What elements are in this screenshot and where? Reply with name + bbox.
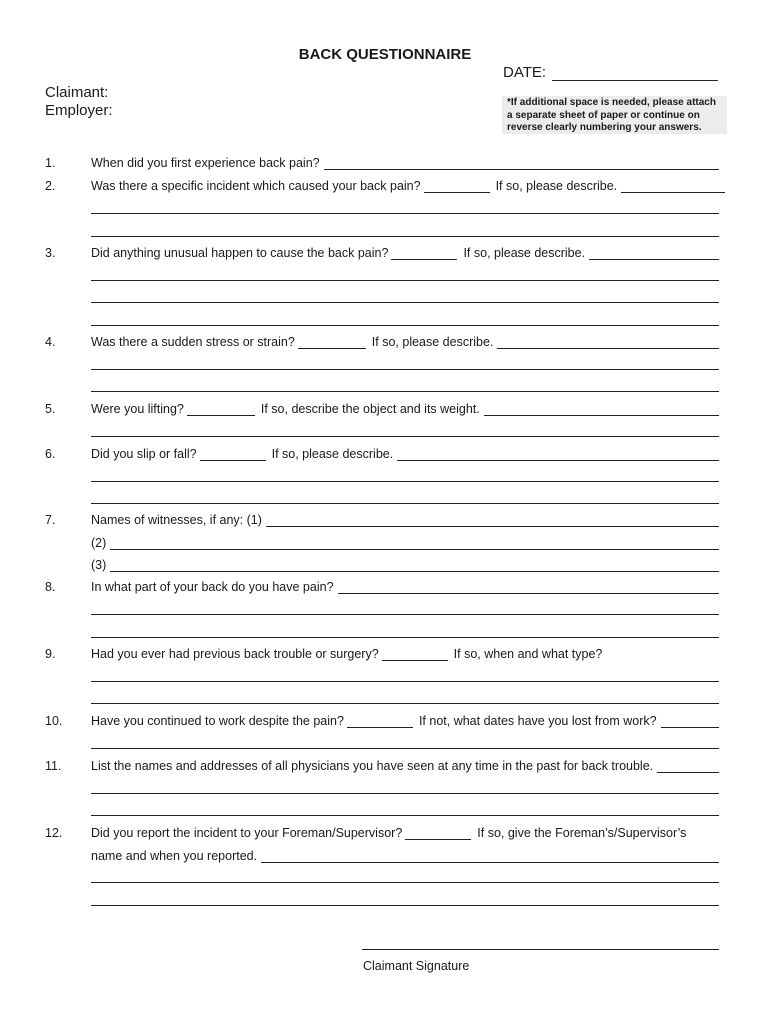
question-6-short-answer[interactable] [200, 448, 266, 461]
question-6-number: 6. [45, 447, 56, 461]
question-11-row [91, 757, 719, 773]
witness-2-label: (2) [91, 536, 107, 550]
question-3-number: 3. [45, 246, 56, 260]
question-2-followup: If so, please describe. [495, 179, 618, 193]
question-7-row-3 [91, 556, 719, 572]
claimant-label: Claimant: [45, 84, 109, 101]
question-3-answer-line[interactable] [91, 325, 719, 326]
question-7-row [91, 511, 719, 527]
question-4-number: 4. [45, 335, 56, 349]
question-1-row [91, 154, 719, 170]
question-2-number: 2. [45, 179, 56, 193]
question-9-answer-line[interactable] [91, 703, 719, 704]
question-7-text: Names of witnesses, if any: (1) [91, 513, 262, 527]
question-4-short-answer[interactable] [298, 336, 366, 349]
question-12-followup: If so, give the Foreman’s/Supervisor’s [477, 826, 687, 840]
question-5-row [91, 400, 719, 416]
question-1-text: When did you first experience back pain? [91, 156, 320, 170]
question-12-text: Did you report the incident to your Foreman/Supervisor? [91, 826, 403, 840]
question-11-answer-line[interactable] [657, 760, 719, 773]
question-4-followup: If so, please describe. [371, 335, 494, 349]
question-5-short-answer[interactable] [187, 403, 255, 416]
note-line: *If additional space is needed, please attach [507, 97, 716, 108]
question-2-answer-line[interactable] [91, 236, 719, 237]
question-8-text: In what part of your back do you have pain? [91, 580, 334, 594]
question-9-answer-line[interactable] [91, 681, 719, 682]
question-6-answer-line[interactable] [91, 503, 719, 504]
witness-1-line[interactable] [266, 514, 719, 527]
question-6-row [91, 445, 719, 461]
question-1-answer-line[interactable] [324, 157, 719, 170]
question-8-answer-line[interactable] [91, 637, 719, 638]
question-6-describe-line[interactable] [397, 448, 719, 461]
question-5-text: Were you lifting? [91, 402, 184, 416]
additional-space-note [502, 96, 727, 134]
question-5-describe-line[interactable] [484, 403, 719, 416]
question-10-row [91, 712, 719, 728]
question-3-describe-line[interactable] [589, 247, 719, 260]
question-8-row [91, 578, 719, 594]
question-9-text: Had you ever had previous back trouble or surgery? [91, 647, 379, 661]
question-3-answer-line[interactable] [91, 280, 719, 281]
question-9-row [91, 645, 719, 661]
witness-3-label: (3) [91, 558, 107, 572]
question-2-text: Was there a specific incident which caused your back pain? [91, 179, 421, 193]
question-2-describe-line[interactable] [621, 180, 725, 193]
question-11-text: List the names and addresses of all physicians you have seen at any time in the past for back trouble. [91, 759, 654, 773]
question-2-answer-line[interactable] [91, 213, 719, 214]
question-12-row-2 [91, 847, 719, 863]
question-12-row [91, 824, 719, 840]
question-3-answer-line[interactable] [91, 302, 719, 303]
question-4-answer-line[interactable] [91, 391, 719, 392]
witness-2-line[interactable] [110, 537, 719, 550]
question-11-answer-line[interactable] [91, 793, 719, 794]
question-10-dates-line[interactable] [661, 715, 719, 728]
question-4-answer-line[interactable] [91, 369, 719, 370]
question-3-text: Did anything unusual happen to cause the back pain? [91, 246, 389, 260]
question-11-number: 11. [45, 759, 62, 773]
signature-line[interactable] [362, 949, 719, 950]
question-5-number: 5. [45, 402, 56, 416]
question-6-followup: If so, please describe. [271, 447, 394, 461]
question-9-number: 9. [45, 647, 56, 661]
question-12-number: 12. [45, 826, 63, 840]
witness-3-line[interactable] [110, 559, 719, 572]
question-7-row-2 [91, 534, 719, 550]
question-2-short-answer[interactable] [424, 180, 490, 193]
question-6-text: Did you slip or fall? [91, 447, 197, 461]
question-10-text: Have you continued to work despite the pain? [91, 714, 344, 728]
question-10-answer-line[interactable] [91, 748, 719, 749]
question-2-row [91, 177, 725, 193]
date-label: DATE: [503, 64, 547, 81]
question-12-text-2: name and when you reported. [91, 849, 258, 863]
question-4-text: Was there a sudden stress or strain? [91, 335, 295, 349]
signature-label: Claimant Signature [363, 959, 470, 973]
question-5-answer-line[interactable] [91, 436, 719, 437]
question-10-short-answer[interactable] [347, 715, 413, 728]
question-9-followup: If so, when and what type? [453, 647, 603, 661]
question-12-answer-line[interactable] [91, 905, 719, 906]
question-12-short-answer[interactable] [405, 827, 471, 840]
question-3-short-answer[interactable] [391, 247, 457, 260]
note-line: reverse clearly numbering your answers. [507, 122, 702, 133]
question-3-followup: If so, please describe. [463, 246, 586, 260]
question-10-number: 10. [45, 714, 63, 728]
question-12-answer-line[interactable] [261, 850, 719, 863]
question-6-answer-line[interactable] [91, 481, 719, 482]
note-line: a separate sheet of paper or continue on [507, 109, 700, 121]
question-4-describe-line[interactable] [497, 336, 719, 349]
employer-label: Employer: [45, 102, 113, 119]
question-8-answer-line[interactable] [91, 614, 719, 615]
question-10-followup: If not, what dates have you lost from work? [418, 714, 657, 728]
page-title: BACK QUESTIONNAIRE [298, 46, 472, 63]
question-11-answer-line[interactable] [91, 815, 719, 816]
question-7-number: 7. [45, 513, 56, 527]
question-12-answer-line[interactable] [91, 882, 719, 883]
question-3-row [91, 244, 719, 260]
question-8-number: 8. [45, 580, 56, 594]
question-5-followup: If so, describe the object and its weight. [260, 402, 480, 416]
question-9-short-answer[interactable] [382, 648, 448, 661]
question-8-answer-line[interactable] [338, 581, 719, 594]
date-field-line[interactable] [552, 80, 718, 81]
question-4-row [91, 333, 719, 349]
question-1-number: 1. [45, 156, 56, 170]
